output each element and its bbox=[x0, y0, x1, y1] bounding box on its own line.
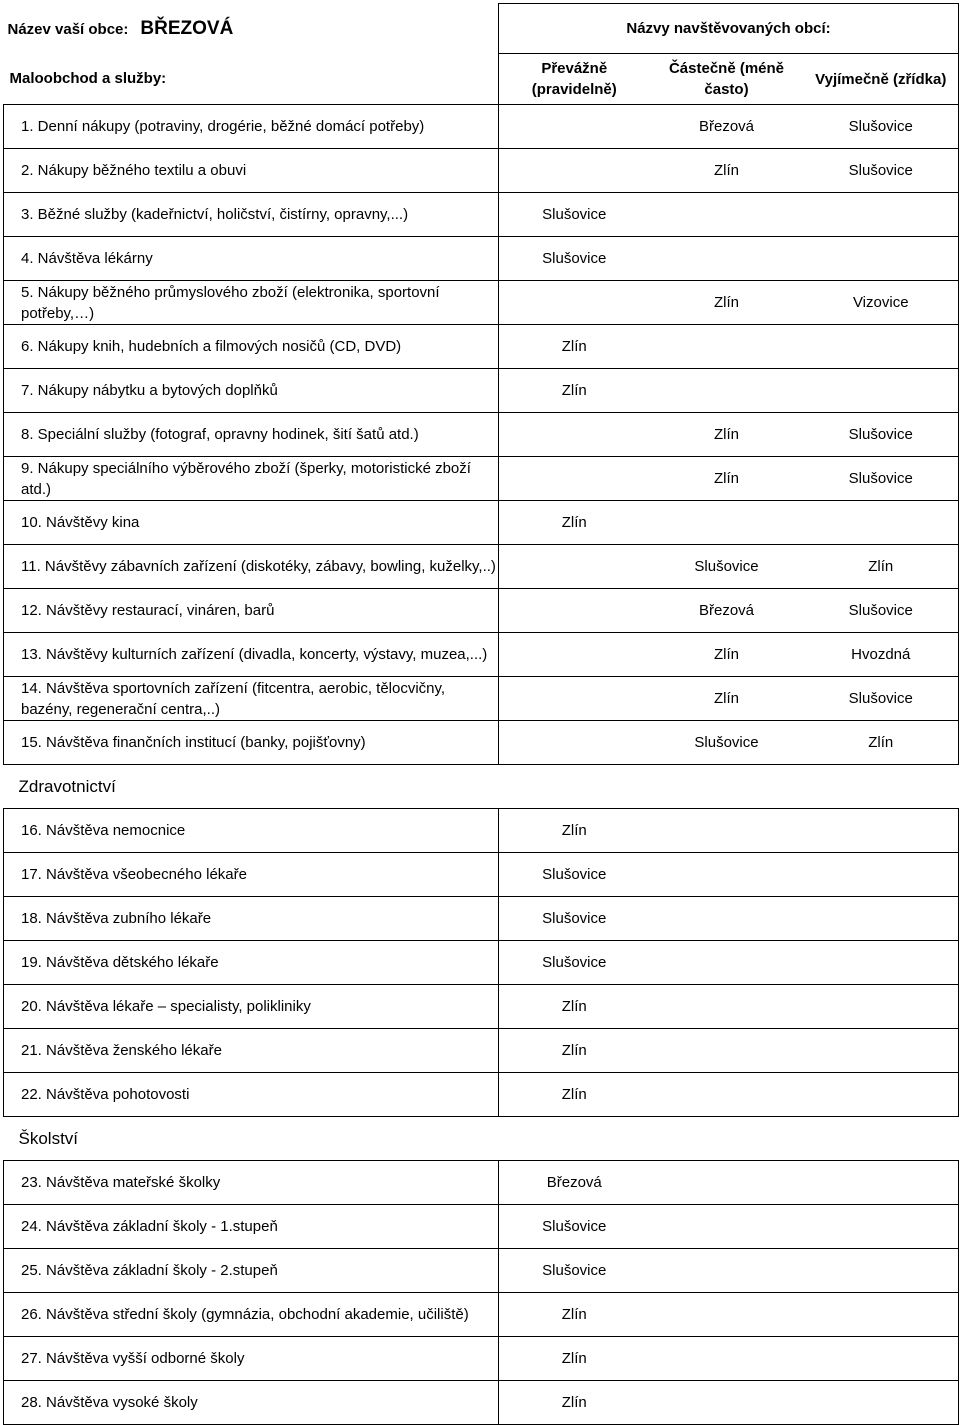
table-row bbox=[4, 281, 959, 325]
header-row-columns bbox=[4, 54, 959, 105]
table-row bbox=[4, 1029, 959, 1073]
rarely-value bbox=[804, 325, 959, 369]
section-heading: Zdravotnictví bbox=[4, 765, 959, 809]
rarely-value bbox=[804, 1249, 959, 1293]
activity-label: 18. Návštěva zubního lékaře bbox=[4, 897, 499, 941]
activity-label: 28. Návštěva vysoké školy bbox=[4, 1381, 499, 1425]
partly-value bbox=[650, 237, 804, 281]
table-row bbox=[4, 149, 959, 193]
municipality-cell bbox=[4, 4, 499, 54]
rarely-value bbox=[804, 985, 959, 1029]
mostly-value: Zlín bbox=[499, 325, 650, 369]
activity-label: 23. Návštěva mateřské školky bbox=[4, 1161, 499, 1205]
mostly-value: Slušovice bbox=[499, 897, 650, 941]
visited-municipalities-title: Názvy navštěvovaných obcí: bbox=[499, 4, 959, 54]
mostly-value: Březová bbox=[499, 1161, 650, 1205]
table-row bbox=[4, 105, 959, 149]
mostly-value: Zlín bbox=[499, 985, 650, 1029]
partly-value bbox=[650, 369, 804, 413]
partly-value: Zlín bbox=[650, 633, 804, 677]
table-row bbox=[4, 1337, 959, 1381]
partly-value: Zlín bbox=[650, 677, 804, 721]
rarely-value: Zlín bbox=[804, 721, 959, 765]
activity-label: 4. Návštěva lékárny bbox=[4, 237, 499, 281]
rarely-value bbox=[804, 1161, 959, 1205]
mostly-value: Zlín bbox=[499, 1293, 650, 1337]
partly-value bbox=[650, 193, 804, 237]
partly-value bbox=[650, 501, 804, 545]
mostly-value bbox=[499, 281, 650, 325]
municipality-value: BŘEZOVÁ bbox=[140, 17, 234, 39]
mostly-value: Zlín bbox=[499, 1381, 650, 1425]
activity-label: 26. Návštěva střední školy (gymnázia, obchodní akademie, učiliště) bbox=[4, 1293, 499, 1337]
rarely-value bbox=[804, 897, 959, 941]
table-row bbox=[4, 941, 959, 985]
activity-label: 9. Nákupy speciálního výběrového zboží (šperky, motoristické zboží atd.) bbox=[4, 457, 499, 501]
rarely-value: Hvozdná bbox=[804, 633, 959, 677]
mostly-value: Slušovice bbox=[499, 1249, 650, 1293]
column-header-partly: Částečně (méně často) bbox=[650, 54, 804, 105]
table-row bbox=[4, 501, 959, 545]
partly-value: Slušovice bbox=[650, 545, 804, 589]
rarely-value bbox=[804, 1073, 959, 1117]
rarely-value bbox=[804, 853, 959, 897]
partly-value: Zlín bbox=[650, 413, 804, 457]
mostly-value bbox=[499, 105, 650, 149]
mostly-value: Zlín bbox=[499, 1337, 650, 1381]
table-row bbox=[4, 853, 959, 897]
activity-label: 13. Návštěvy kulturních zařízení (divadla, koncerty, výstavy, muzea,...) bbox=[4, 633, 499, 677]
rarely-value bbox=[804, 941, 959, 985]
partly-value: Březová bbox=[650, 589, 804, 633]
rarely-value: Slušovice bbox=[804, 413, 959, 457]
table-row bbox=[4, 325, 959, 369]
partly-value bbox=[650, 853, 804, 897]
partly-value: Zlín bbox=[650, 281, 804, 325]
section-heading-row bbox=[4, 1117, 959, 1161]
rarely-value bbox=[804, 501, 959, 545]
section-heading: Školství bbox=[4, 1117, 959, 1161]
activity-label: 17. Návštěva všeobecného lékaře bbox=[4, 853, 499, 897]
activity-label: 20. Návštěva lékaře – specialisty, polikliniky bbox=[4, 985, 499, 1029]
table-row bbox=[4, 1381, 959, 1425]
mostly-value: Slušovice bbox=[499, 237, 650, 281]
mostly-value bbox=[499, 545, 650, 589]
table-row bbox=[4, 809, 959, 853]
table-row bbox=[4, 897, 959, 941]
mostly-value: Slušovice bbox=[499, 1205, 650, 1249]
mostly-value: Zlín bbox=[499, 369, 650, 413]
partly-value bbox=[650, 1205, 804, 1249]
table-row bbox=[4, 721, 959, 765]
column-header-mostly: Převážně (pravidelně) bbox=[499, 54, 650, 105]
partly-value bbox=[650, 1029, 804, 1073]
rarely-value: Slušovice bbox=[804, 149, 959, 193]
activity-label: 27. Návštěva vyšší odborné školy bbox=[4, 1337, 499, 1381]
partly-value bbox=[650, 1293, 804, 1337]
activity-label: 15. Návštěva finančních institucí (banky, pojišťovny) bbox=[4, 721, 499, 765]
section-heading-row bbox=[4, 765, 959, 809]
rarely-value bbox=[804, 193, 959, 237]
activity-label: 19. Návštěva dětského lékaře bbox=[4, 941, 499, 985]
table-row bbox=[4, 1293, 959, 1337]
partly-value bbox=[650, 897, 804, 941]
header-row-municipality bbox=[4, 4, 959, 54]
partly-value bbox=[650, 1073, 804, 1117]
mostly-value bbox=[499, 457, 650, 501]
mostly-value: Slušovice bbox=[499, 193, 650, 237]
mostly-value bbox=[499, 589, 650, 633]
partly-value bbox=[650, 1161, 804, 1205]
partly-value: Slušovice bbox=[650, 721, 804, 765]
mostly-value: Zlín bbox=[499, 1073, 650, 1117]
mostly-value bbox=[499, 413, 650, 457]
table-row bbox=[4, 237, 959, 281]
rarely-value bbox=[804, 369, 959, 413]
activity-label: 12. Návštěvy restaurací, vináren, barů bbox=[4, 589, 499, 633]
rarely-value: Slušovice bbox=[804, 589, 959, 633]
partly-value bbox=[650, 325, 804, 369]
partly-value: Zlín bbox=[650, 149, 804, 193]
rarely-value bbox=[804, 1029, 959, 1073]
activity-label: 5. Nákupy běžného průmyslového zboží (elektronika, sportovní potřeby,…) bbox=[4, 281, 499, 325]
rarely-value: Zlín bbox=[804, 545, 959, 589]
activity-label: 14. Návštěva sportovních zařízení (fitcentra, aerobic, tělocvičny, bazény, regenerační centra,..) bbox=[4, 677, 499, 721]
mostly-value: Zlín bbox=[499, 501, 650, 545]
partly-value: Březová bbox=[650, 105, 804, 149]
activity-label: 11. Návštěvy zábavních zařízení (diskotéky, zábavy, bowling, kuželky,..) bbox=[4, 545, 499, 589]
table-row bbox=[4, 1161, 959, 1205]
partly-value bbox=[650, 1249, 804, 1293]
table-row bbox=[4, 633, 959, 677]
activity-label: 1. Denní nákupy (potraviny, drogérie, běžné domácí potřeby) bbox=[4, 105, 499, 149]
partly-value bbox=[650, 985, 804, 1029]
activity-label: 25. Návštěva základní školy - 2.stupeň bbox=[4, 1249, 499, 1293]
table-row bbox=[4, 589, 959, 633]
table-row bbox=[4, 1073, 959, 1117]
activity-label: 3. Běžné služby (kadeřnictví, holičství, čistírny, opravny,...) bbox=[4, 193, 499, 237]
mostly-value: Slušovice bbox=[499, 941, 650, 985]
table-row bbox=[4, 369, 959, 413]
municipality-label: Název vaší obce: bbox=[7, 20, 129, 38]
partly-value bbox=[650, 809, 804, 853]
activity-label: 24. Návštěva základní školy - 1.stupeň bbox=[4, 1205, 499, 1249]
survey-table bbox=[3, 3, 959, 1425]
table-row bbox=[4, 985, 959, 1029]
table-row bbox=[4, 545, 959, 589]
mostly-value: Zlín bbox=[499, 1029, 650, 1073]
activity-label: 7. Nákupy nábytku a bytových doplňků bbox=[4, 369, 499, 413]
table-row bbox=[4, 457, 959, 501]
table-row bbox=[4, 413, 959, 457]
activity-label: 21. Návštěva ženského lékaře bbox=[4, 1029, 499, 1073]
partly-value bbox=[650, 1381, 804, 1425]
table-row bbox=[4, 677, 959, 721]
activity-label: 10. Návštěvy kina bbox=[4, 501, 499, 545]
rarely-value bbox=[804, 1205, 959, 1249]
column-header-rarely: Vyjímečně (zřídka) bbox=[804, 54, 959, 105]
activity-label: 6. Nákupy knih, hudebních a filmových nosičů (CD, DVD) bbox=[4, 325, 499, 369]
activity-label: 8. Speciální služby (fotograf, opravny hodinek, šití šatů atd.) bbox=[4, 413, 499, 457]
activity-label: 22. Návštěva pohotovosti bbox=[4, 1073, 499, 1117]
mostly-value bbox=[499, 677, 650, 721]
rarely-value: Vizovice bbox=[804, 281, 959, 325]
rarely-value bbox=[804, 809, 959, 853]
partly-value bbox=[650, 1337, 804, 1381]
rarely-value bbox=[804, 1337, 959, 1381]
rarely-value bbox=[804, 1293, 959, 1337]
table-row bbox=[4, 1205, 959, 1249]
mostly-value bbox=[499, 721, 650, 765]
rarely-value bbox=[804, 237, 959, 281]
table-row bbox=[4, 193, 959, 237]
table-row bbox=[4, 1249, 959, 1293]
rarely-value: Slušovice bbox=[804, 677, 959, 721]
rarely-value: Slušovice bbox=[804, 457, 959, 501]
partly-value: Zlín bbox=[650, 457, 804, 501]
activity-label: 2. Nákupy běžného textilu a obuvi bbox=[4, 149, 499, 193]
section-label-retail: Maloobchod a služby: bbox=[4, 54, 499, 105]
mostly-value bbox=[499, 633, 650, 677]
rarely-value: Slušovice bbox=[804, 105, 959, 149]
mostly-value bbox=[499, 149, 650, 193]
partly-value bbox=[650, 941, 804, 985]
activity-label: 16. Návštěva nemocnice bbox=[4, 809, 499, 853]
mostly-value: Zlín bbox=[499, 809, 650, 853]
rarely-value bbox=[804, 1381, 959, 1425]
mostly-value: Slušovice bbox=[499, 853, 650, 897]
